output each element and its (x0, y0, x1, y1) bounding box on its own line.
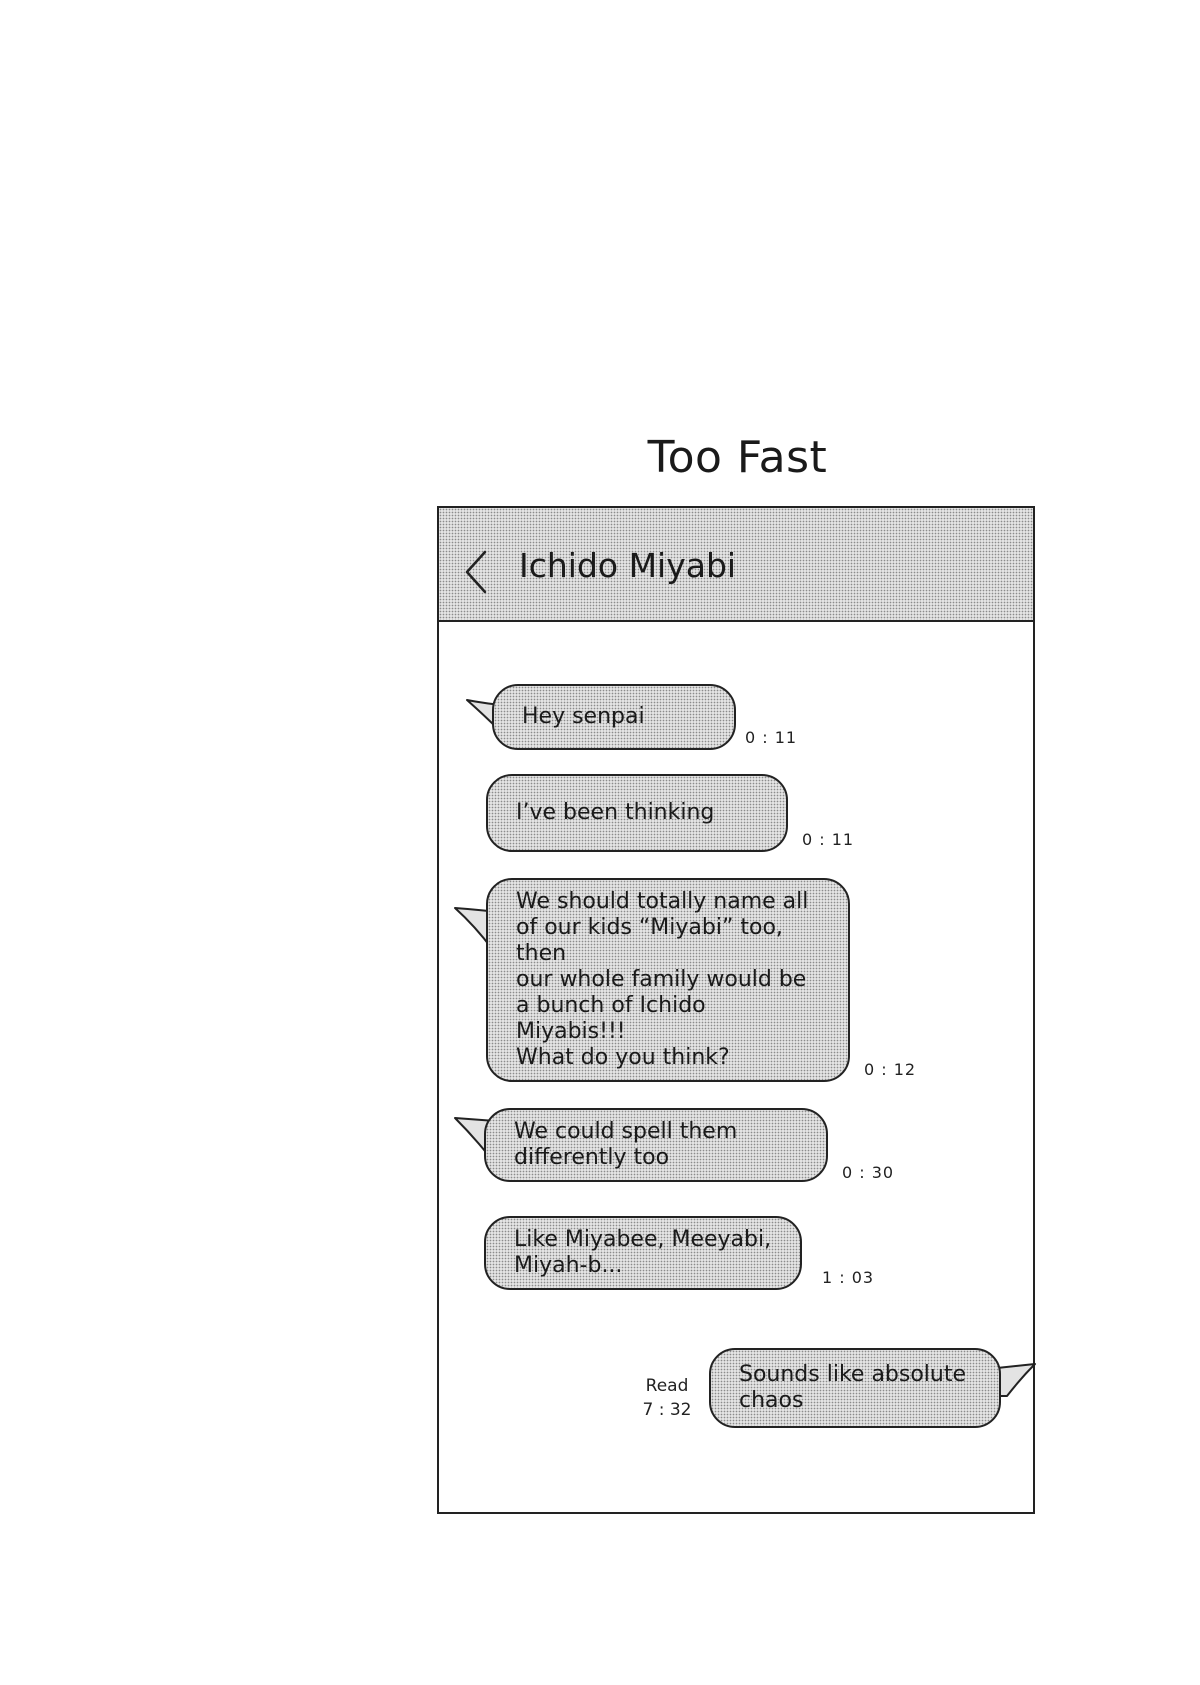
message-time: 0 : 30 (842, 1163, 895, 1182)
message-bubble (486, 878, 850, 1082)
message-text: We should totally name all of our kids “Miyabi” too, then our whole family would be a bunch of Ichido Miyabis!!! What do you think? (516, 889, 809, 1070)
message-bubble (484, 1108, 828, 1182)
read-label: Read (645, 1376, 689, 1396)
message-text: We could spell them differently too (514, 1119, 738, 1170)
message-time: 0 : 11 (802, 830, 855, 849)
contact-name: Ichido Miyabi (519, 546, 737, 585)
chat-window (437, 506, 1035, 1514)
read-receipt (639, 1374, 695, 1422)
message-text: I’ve been thinking (516, 800, 715, 825)
message-bubble (486, 774, 788, 852)
bubble-tail (995, 1360, 1037, 1400)
chevron-left-icon[interactable] (461, 548, 493, 596)
message-bubble (484, 1216, 802, 1290)
message-bubble (709, 1348, 1001, 1428)
message-text: Sounds like absolute chaos (739, 1362, 967, 1413)
message-time: 1 : 03 (822, 1268, 875, 1287)
message-text: Like Miyabee, Meeyabi, Miyah-b... (514, 1227, 772, 1278)
page-title: Too Fast (647, 432, 828, 483)
message-bubble (492, 684, 736, 750)
message-time: 0 : 11 (745, 728, 798, 747)
message-time: 7 : 32 (642, 1400, 692, 1420)
chat-header (439, 508, 1033, 622)
message-time: 0 : 12 (864, 1060, 917, 1079)
message-text: Hey senpai (522, 704, 645, 729)
